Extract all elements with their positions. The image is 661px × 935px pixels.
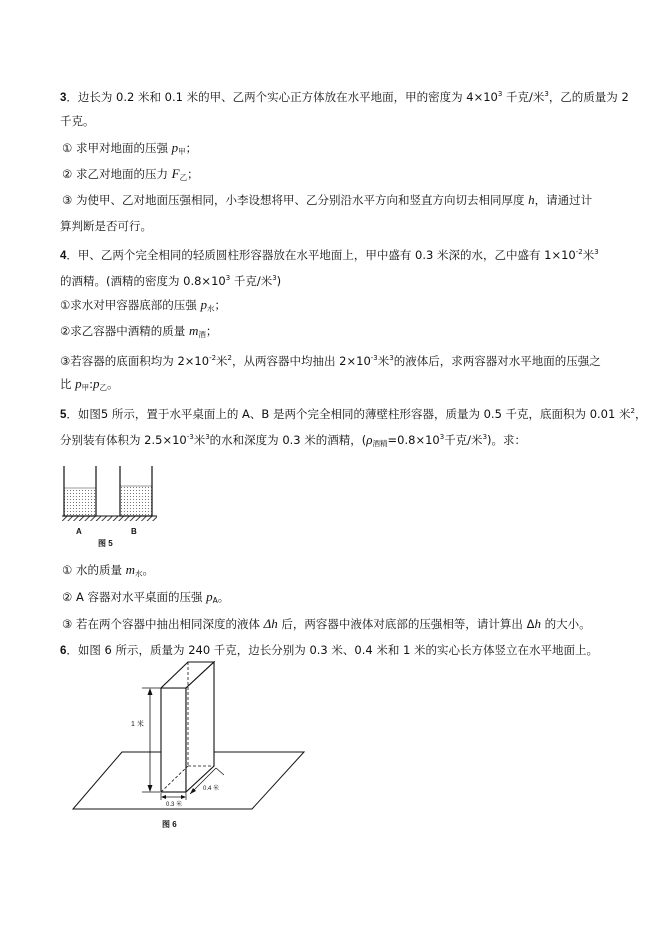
problem-3-number: 3 xyxy=(60,92,67,104)
problem-3-question-3-cont: 算判断是否可行。 xyxy=(60,219,152,233)
problem-4-number: 4 xyxy=(60,250,67,262)
figure-5-label-a: A xyxy=(76,527,82,536)
problem-4-question-3: ③若容器的底面积均为 $2\times 10^{-2}$米$^2$，从两容器中均抽出 $2\times 10^{-3}$米$^3$的液体后，求两容器对水平地面的压强之 xyxy=(60,354,601,368)
figure-5-label-b: B xyxy=(131,527,137,536)
problem-6-line-1: 6．如图 6 所示，质量为 240 千克，边长分别为 0.3 米、0.4 米和 1 米的实心长方体竖立在水平地面上。 xyxy=(60,643,598,657)
problem-5-number: 5 xyxy=(60,409,67,421)
figure-6-caption: 图 6 xyxy=(162,820,177,829)
problem-4-line-1: 4．甲、乙两个完全相同的轻质圆柱形容器放在水平地面上，甲中盛有 0.3 米深的水，乙中盛有 $1\times 10^{-2}$米$^3$ xyxy=(60,248,599,262)
figure-6-height-label: 1 米 xyxy=(131,721,144,728)
figure-6-depth-label: 0.4 米 xyxy=(203,786,220,792)
height-dimension xyxy=(142,688,160,792)
problem-4-question-3-cont: 比 $p_甲:p_乙$。 xyxy=(60,376,119,392)
problem-3-line-1: 3．边长为 0.2 米和 0.1 米的甲、乙两个实心正方体放在水平地面，甲的密度为 $4\times 10^3$ 千克/米$^3$，乙的质量为 2 xyxy=(60,90,629,104)
problem-3-line-2: 千克。 xyxy=(60,114,95,128)
problem-4-line-2: 的酒精。(酒精的密度为 $0.8\times 10^3$ 千克/米$^3$) xyxy=(60,274,282,288)
problem-5-question-1: ① 水的质量 $m_水$。 xyxy=(62,562,155,578)
problem-3-question-3: ③ 为使甲、乙对地面压强相同，小李设想将甲、乙分别沿水平方向和竖直方向切去相同厚度 h，请通过计 xyxy=(62,192,593,207)
problem-3-question-2: ② 求乙对地面的压力 $F_乙$； xyxy=(62,166,199,182)
problem-4-question-2: ②求乙容器中酒精的质量 $m_酒$； xyxy=(60,323,218,339)
cuboid-front-face xyxy=(161,688,186,792)
problem-6-number: 6 xyxy=(60,645,67,657)
problem-5-line-1: 5．如图5 所示，置于水平桌面上的 A、B 是两个完全相同的薄壁柱形容器，质量为 0.5 千克，底面积为 0.01 米$^2$， xyxy=(60,407,647,421)
problem-5-question-2: ② A 容器对水平桌面的压强 $p_A$。 xyxy=(62,589,230,605)
figure-5-caption: 图 5 xyxy=(98,539,113,548)
figure-6-width-label: 0.3 米 xyxy=(166,802,183,808)
problem-4-question-1: ①求水对甲容器底部的压强 $p_水$； xyxy=(60,297,226,313)
problem-3-question-1: ① 求甲对地面的压强 $p_甲$； xyxy=(62,140,198,156)
problem-5-question-3: ③ 若在两个容器中抽出相同深度的液体 Δh 后，两容器中液体对底部的压强相等，请计算出 Δh 的大小。 xyxy=(62,616,591,631)
problem-5-line-2: 分别装有体积为 $2.5\times 10^{-3}$米$^3$的水和深度为 0.3 米的酒精，($\rho_{酒精}=0.8\times 10^3$千克/米$^3$)。求： xyxy=(60,432,527,448)
